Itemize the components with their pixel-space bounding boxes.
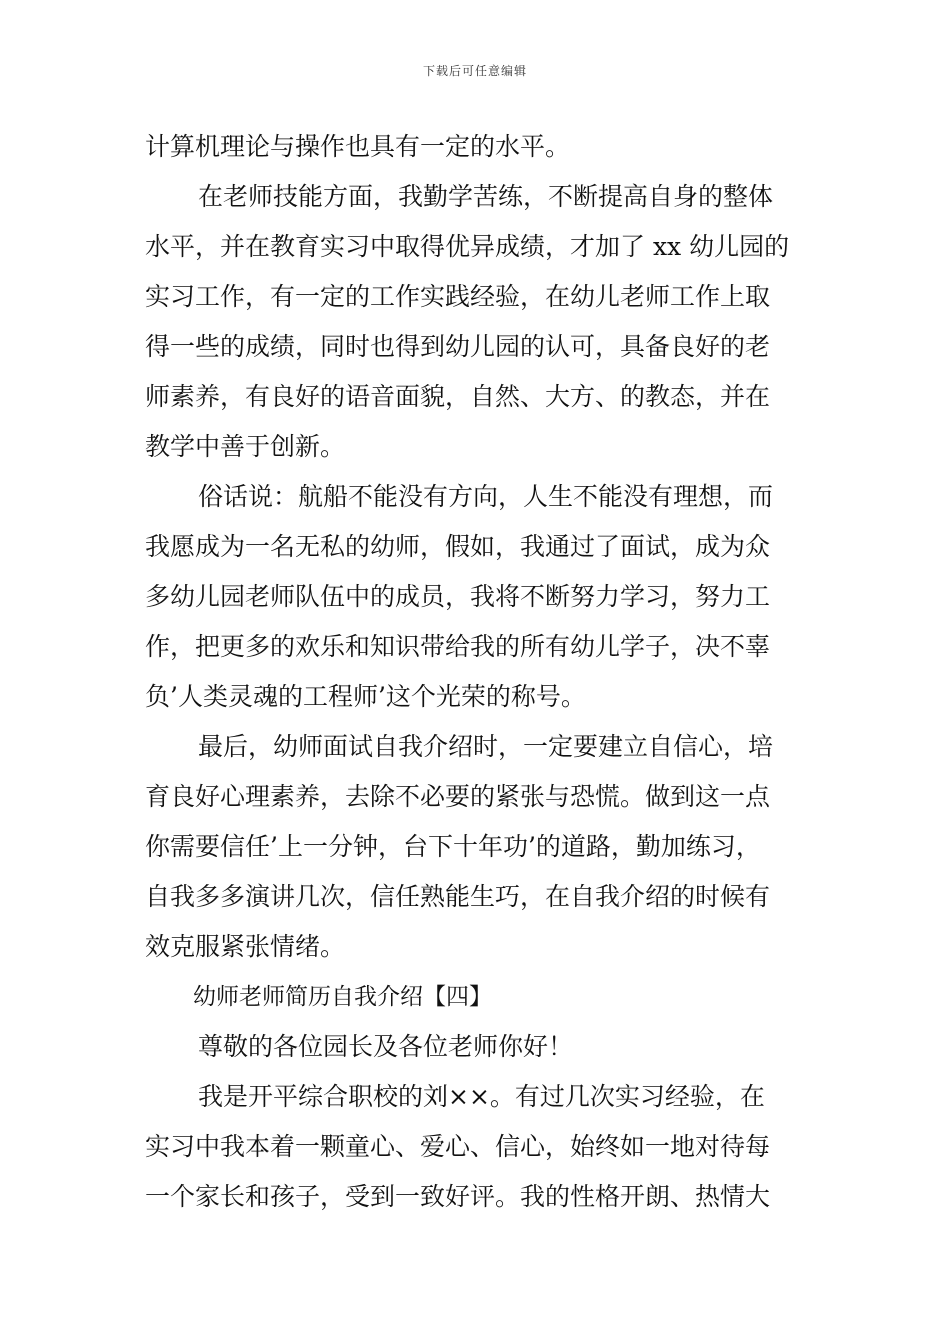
text-line: 负’人类灵魂的工程师’这个光荣的称号。 xyxy=(145,682,586,711)
text-line: 一个家长和孩子，受到一致好评。我的性格开朗、热情大 xyxy=(145,1182,771,1211)
text-line: 最后，幼师面试自我介绍时，一定要建立自信心，培 xyxy=(198,732,774,761)
text-line: 师素养，有良好的语音面貌，自然、大方、的教态，并在 xyxy=(145,382,771,411)
text-line: 你需要信任’上一分钟，台下十年功’的道路，勤加练习， xyxy=(145,832,761,861)
text-line: 俗话说：航船不能没有方向，人生不能没有理想，而 xyxy=(198,482,774,511)
text-line: 水平，并在教育实习中取得优异成绩，才加了 xx 幼儿园的 xyxy=(145,232,790,261)
text-line: 实习工作，有一定的工作实践经验，在幼儿老师工作上取 xyxy=(145,282,771,311)
text-line: 作，把更多的欢乐和知识带给我的所有幼儿学子，决不辜 xyxy=(145,632,771,661)
text-line: 得一些的成绩，同时也得到幼儿园的认可，具备良好的老 xyxy=(145,332,771,361)
text-line: 尊敬的各位园长及各位老师你好！ xyxy=(198,1032,574,1061)
text-line: 多幼儿园老师队伍中的成员，我将不断努力学习，努力工 xyxy=(145,582,771,611)
text-line: 效克服紧张情绪。 xyxy=(145,932,346,961)
text-line: 教学中善于创新。 xyxy=(145,432,346,461)
text-line: 我愿成为一名无私的幼师，假如，我通过了面试，成为众 xyxy=(145,532,771,561)
text-line: 育良好心理素养，去除不必要的紧张与恐慌。做到这一点 xyxy=(145,782,771,811)
document-body xyxy=(145,122,825,1222)
text-line: 计算机理论与操作也具有一定的水平。 xyxy=(145,132,571,161)
text-line: 在老师技能方面，我勤学苦练，不断提高自身的整体 xyxy=(198,182,774,211)
text-line: 实习中我本着一颗童心、爱心、信心，始终如一地对待每 xyxy=(145,1132,771,1161)
text-line: 自我多多演讲几次，信任熟能生巧，在自我介绍的时候有 xyxy=(145,882,771,911)
page-header-note: 下载后可任意编辑 xyxy=(422,64,527,78)
section-heading: 幼师老师简历自我介绍【四】 xyxy=(193,984,492,1010)
text-line: 我是开平综合职校的刘××。有过几次实习经验，在 xyxy=(198,1082,765,1111)
